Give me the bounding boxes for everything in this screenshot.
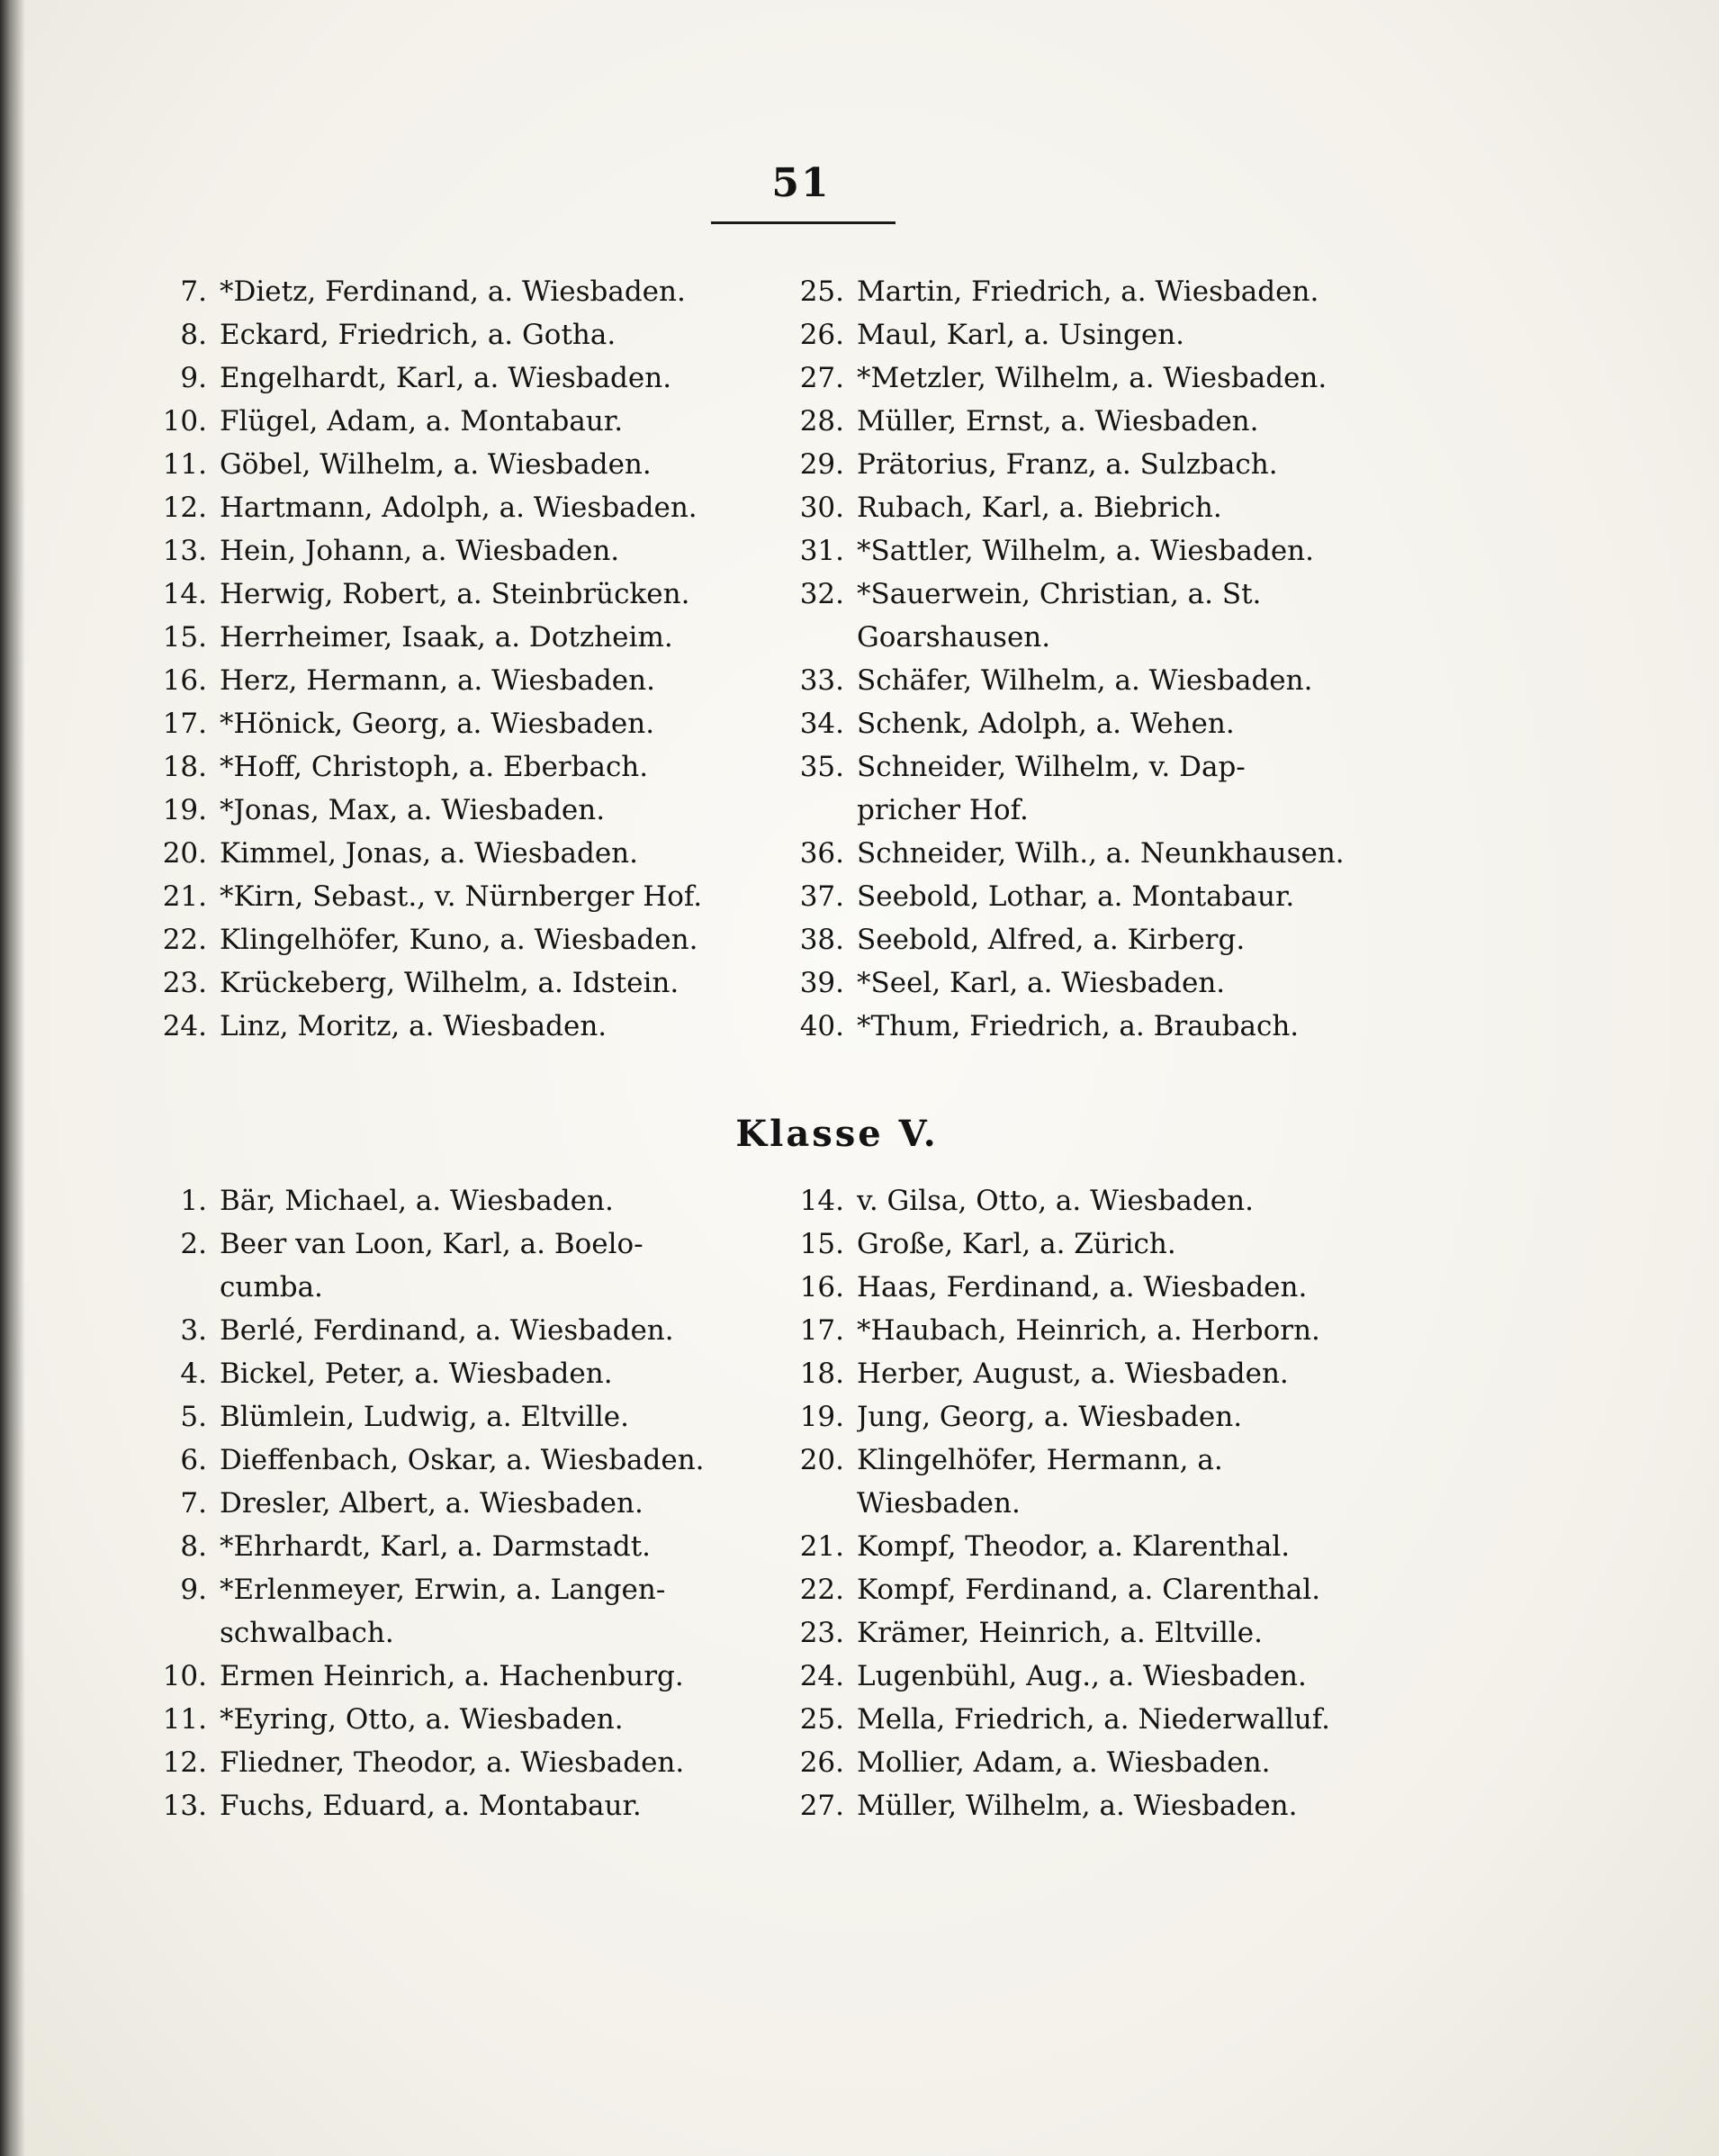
list-item [117,1439,747,1482]
list-item [745,1525,1375,1568]
item-number: 20. [162,837,207,870]
section-iv-right-column [745,270,1375,1048]
item-number: 23. [799,1617,844,1649]
item-text: Haas, Ferdinand, a. Wiesbaden. [857,1271,1308,1304]
list-item [745,1179,1375,1222]
list-item-continuation [745,789,1375,832]
list-item [117,1179,747,1222]
item-number: 13. [162,535,207,567]
list-item [117,1784,747,1827]
item-text: schwalbach. [220,1617,394,1649]
item-text: *Ehrhardt, Karl, a. Darmstadt. [220,1530,652,1563]
item-number: 27. [799,362,844,394]
list-item [745,1309,1375,1352]
header-rule [711,221,896,224]
item-number: 27. [799,1790,844,1822]
item-text: *Erlenmeyer, Erwin, a. Langen- [220,1574,666,1606]
list-item [745,659,1375,702]
list-item [117,1698,747,1741]
item-text: Herwig, Robert, a. Steinbrücken. [220,578,690,610]
item-text: Blümlein, Ludwig, a. Eltville. [220,1401,629,1433]
item-number: 14. [799,1185,844,1217]
item-text: Martin, Friedrich, a. Wiesbaden. [857,275,1319,308]
list-item [745,400,1375,443]
item-text: Wiesbaden. [857,1487,1021,1520]
item-number: 30. [799,492,844,524]
item-number: 24. [162,1010,207,1042]
list-item [745,486,1375,529]
item-text: Berlé, Ferdinand, a. Wiesbaden. [220,1314,674,1347]
item-number: 26. [799,1746,844,1779]
item-text: Müller, Ernst, a. Wiesbaden. [857,405,1259,438]
list-item [745,1698,1375,1741]
item-number: 7. [180,275,207,308]
list-item [117,1741,747,1784]
list-item [117,400,747,443]
list-item [745,702,1375,745]
item-text: Fliedner, Theodor, a. Wiesbaden. [220,1746,685,1779]
item-text: Große, Karl, a. Zürich. [857,1228,1176,1260]
item-text: Seebold, Lothar, a. Montabaur. [857,880,1295,913]
item-text: Schäfer, Wilhelm, a. Wiesbaden. [857,664,1313,697]
list-item [745,1655,1375,1698]
list-item [117,1222,747,1266]
list-item [745,1352,1375,1395]
item-number: 9. [180,1574,207,1606]
item-text: Rubach, Karl, a. Biebrich. [857,492,1222,524]
item-text: *Hoff, Christoph, a. Eberbach. [220,751,649,783]
list-item [117,313,747,356]
list-item [117,443,747,486]
item-text: Maul, Karl, a. Usingen. [857,319,1185,351]
item-number: 15. [799,1228,844,1260]
item-text: v. Gilsa, Otto, a. Wiesbaden. [857,1185,1254,1217]
list-item [745,1741,1375,1784]
item-text: Schneider, Wilh., a. Neunkhausen. [857,837,1345,870]
item-text: *Eyring, Otto, a. Wiesbaden. [220,1703,624,1736]
item-text: Prätorius, Franz, a. Sulzbach. [857,448,1278,481]
item-text: *Thum, Friedrich, a. Braubach. [857,1010,1300,1042]
list-item [745,1266,1375,1309]
list-item [117,832,747,875]
item-text: Herber, August, a. Wiesbaden. [857,1358,1289,1390]
item-number: 21. [799,1530,844,1563]
list-item [117,1568,747,1611]
list-item [117,1395,747,1439]
list-item [117,529,747,573]
list-item [117,702,747,745]
list-item [745,961,1375,1005]
item-text: cumba. [220,1271,323,1304]
item-text: *Jonas, Max, a. Wiesbaden. [220,794,606,826]
item-text: *Hönick, Georg, a. Wiesbaden. [220,708,655,740]
item-text: Dieffenbach, Oskar, a. Wiesbaden. [220,1444,705,1476]
list-item [745,270,1375,313]
list-item-continuation [117,1266,747,1309]
item-number: 18. [799,1358,844,1390]
item-number: 8. [180,1530,207,1563]
item-text: Schenk, Adolph, a. Wehen. [857,708,1235,740]
item-text: Mella, Friedrich, a. Niederwalluf. [857,1703,1330,1736]
item-number: 26. [799,319,844,351]
item-number: 38. [799,924,844,956]
item-number: 2. [180,1228,207,1260]
list-item [117,659,747,702]
list-item [745,745,1375,789]
list-item [117,1352,747,1395]
item-number: 12. [162,1746,207,1779]
item-text: *Sattler, Wilhelm, a. Wiesbaden. [857,535,1315,567]
item-number: 25. [799,1703,844,1736]
item-text: Engelhardt, Karl, a. Wiesbaden. [220,362,672,394]
item-number: 23. [162,967,207,999]
section-iv-left-column [117,270,747,1048]
list-item [745,1568,1375,1611]
item-number: 16. [162,664,207,697]
item-text: Flügel, Adam, a. Montabaur. [220,405,624,438]
list-item [117,270,747,313]
item-number: 6. [180,1444,207,1476]
list-item [117,1525,747,1568]
item-number: 39. [799,967,844,999]
item-number: 1. [180,1185,207,1217]
item-text: Kompf, Theodor, a. Klarenthal. [857,1530,1291,1563]
list-item [745,313,1375,356]
item-text: Bär, Michael, a. Wiesbaden. [220,1185,614,1217]
item-number: 32. [799,578,844,610]
item-text: Kimmel, Jonas, a. Wiesbaden. [220,837,638,870]
item-number: 5. [180,1401,207,1433]
list-item [117,573,747,616]
item-text: Fuchs, Eduard, a. Montabaur. [220,1790,642,1822]
item-number: 28. [799,405,844,438]
list-item [745,443,1375,486]
list-item [745,1005,1375,1048]
item-text: *Haubach, Heinrich, a. Herborn. [857,1314,1320,1347]
section-v-left-column [117,1179,747,1827]
item-number: 13. [162,1790,207,1822]
item-number: 40. [799,1010,844,1042]
item-number: 12. [162,492,207,524]
item-number: 35. [799,751,844,783]
item-text: *Sauerwein, Christian, a. St. [857,578,1262,610]
item-text: Mollier, Adam, a. Wiesbaden. [857,1746,1271,1779]
item-number: 34. [799,708,844,740]
list-item [117,1482,747,1525]
page-edge-shadow [0,0,25,2156]
list-item [117,875,747,918]
list-item [745,1439,1375,1482]
item-text: Eckard, Friedrich, a. Gotha. [220,319,616,351]
list-item-continuation [117,1611,747,1655]
item-number: 17. [799,1314,844,1347]
item-number: 17. [162,708,207,740]
list-item [745,573,1375,616]
item-number: 22. [799,1574,844,1606]
item-text: Hartmann, Adolph, a. Wiesbaden. [220,492,698,524]
list-item [745,832,1375,875]
item-number: 37. [799,880,844,913]
item-number: 36. [799,837,844,870]
list-item [117,745,747,789]
item-text: Hein, Johann, a. Wiesbaden. [220,535,620,567]
list-item [117,1005,747,1048]
list-item [745,356,1375,400]
item-number: 8. [180,319,207,351]
item-number: 31. [799,535,844,567]
item-text: Klingelhöfer, Kuno, a. Wiesbaden. [220,924,698,956]
list-item [745,918,1375,961]
item-text: Lugenbühl, Aug., a. Wiesbaden. [857,1660,1307,1692]
item-text: pricher Hof. [857,794,1029,826]
item-text: *Seel, Karl, a. Wiesbaden. [857,967,1226,999]
item-number: 4. [180,1358,207,1390]
list-item [745,529,1375,573]
item-number: 19. [162,794,207,826]
list-item [745,1222,1375,1266]
item-text: Müller, Wilhelm, a. Wiesbaden. [857,1790,1298,1822]
list-item [117,1309,747,1352]
item-text: Linz, Moritz, a. Wiesbaden. [220,1010,608,1042]
list-item-continuation [745,616,1375,659]
list-item [745,1395,1375,1439]
page-number: 51 [771,160,831,206]
section-v-right-column [745,1179,1375,1827]
item-text: Herrheimer, Isaak, a. Dotzheim. [220,621,673,654]
item-text: *Kirn, Sebast., v. Nürnberger Hof. [220,880,703,913]
item-text: Seebold, Alfred, a. Kirberg. [857,924,1246,956]
section-heading-klasse-v: Klasse V. [735,1113,939,1155]
list-item [117,356,747,400]
item-text: Klingelhöfer, Hermann, a. [857,1444,1223,1476]
item-number: 24. [799,1660,844,1692]
item-text: Herz, Hermann, a. Wiesbaden. [220,664,655,697]
list-item [745,1784,1375,1827]
item-number: 22. [162,924,207,956]
item-number: 9. [180,362,207,394]
item-text: Goarshausen. [857,621,1051,654]
item-number: 15. [162,621,207,654]
item-number: 10. [162,405,207,438]
item-text: *Metzler, Wilhelm, a. Wiesbaden. [857,362,1328,394]
item-number: 29. [799,448,844,481]
item-text: Dresler, Albert, a. Wiesbaden. [220,1487,644,1520]
item-number: 7. [180,1487,207,1520]
item-text: Jung, Georg, a. Wiesbaden. [857,1401,1243,1433]
list-item [117,486,747,529]
item-number: 19. [799,1401,844,1433]
item-number: 11. [162,1703,207,1736]
item-text: Kompf, Ferdinand, a. Clarenthal. [857,1574,1321,1606]
list-item [117,1655,747,1698]
item-text: Schneider, Wilhelm, v. Dap- [857,751,1246,783]
item-number: 18. [162,751,207,783]
item-text: Ermen Heinrich, a. Hachenburg. [220,1660,684,1692]
item-text: *Dietz, Ferdinand, a. Wiesbaden. [220,275,686,308]
list-item [117,961,747,1005]
item-text: Bickel, Peter, a. Wiesbaden. [220,1358,613,1390]
list-item [117,616,747,659]
item-number: 33. [799,664,844,697]
item-number: 14. [162,578,207,610]
item-text: Krückeberg, Wilhelm, a. Idstein. [220,967,680,999]
item-number: 25. [799,275,844,308]
item-number: 21. [162,880,207,913]
item-number: 20. [799,1444,844,1476]
item-text: Göbel, Wilhelm, a. Wiesbaden. [220,448,652,481]
list-item [745,1611,1375,1655]
list-item-continuation [745,1482,1375,1525]
item-text: Krämer, Heinrich, a. Eltville. [857,1617,1263,1649]
item-text: Beer van Loon, Karl, a. Boelo- [220,1228,644,1260]
list-item [117,918,747,961]
item-number: 11. [162,448,207,481]
item-number: 10. [162,1660,207,1692]
item-number: 16. [799,1271,844,1304]
list-item [745,875,1375,918]
list-item [117,789,747,832]
item-number: 3. [180,1314,207,1347]
